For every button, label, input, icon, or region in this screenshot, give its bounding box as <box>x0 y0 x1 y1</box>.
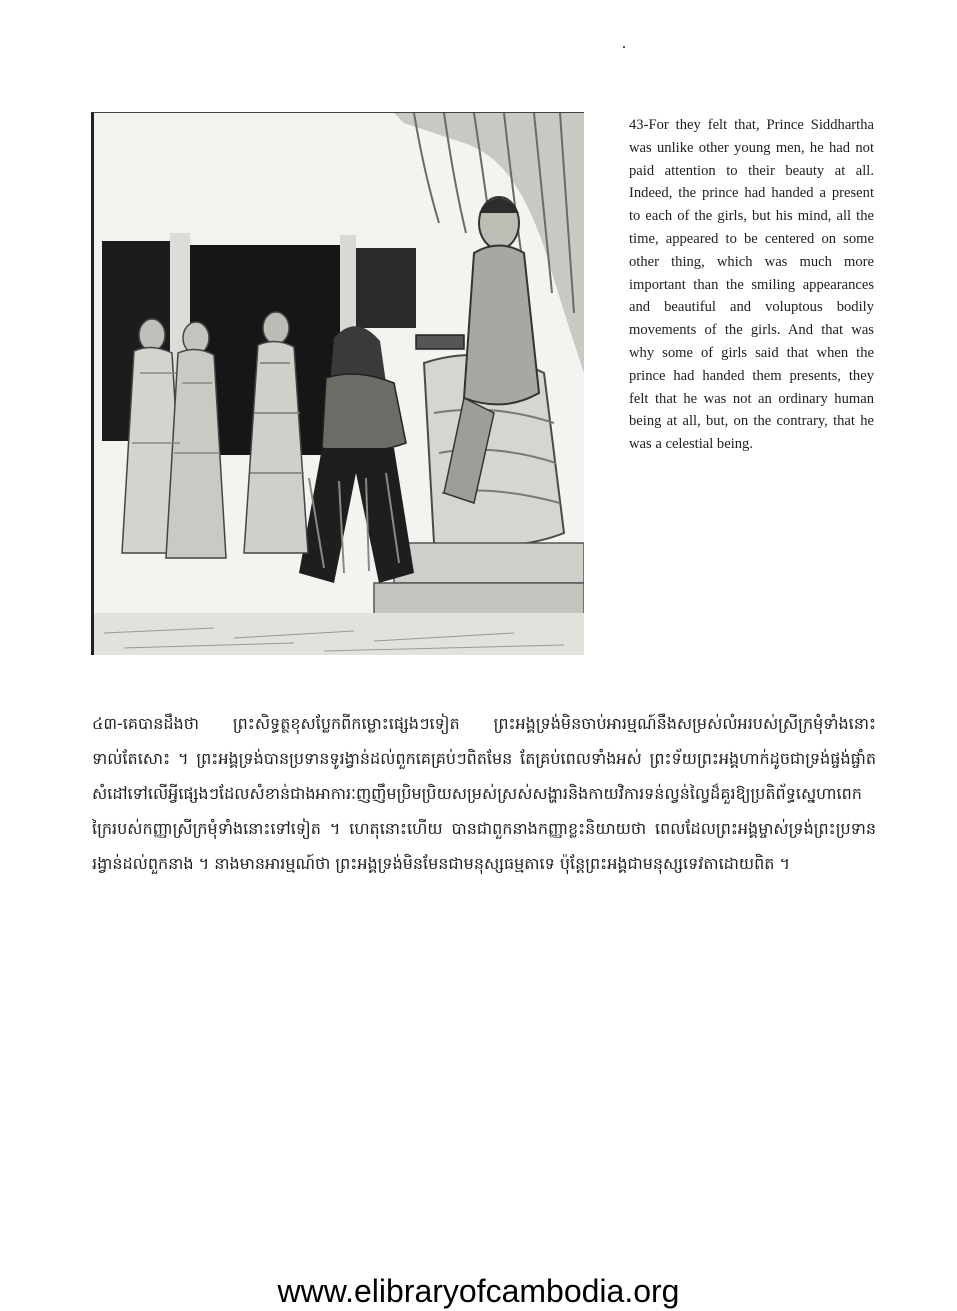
scan-speck <box>623 46 625 48</box>
khmer-caption: ៤៣-គេបានដឹងថា ព្រះសិទ្ធត្ថខុសប្លែកពីកម្លោះផ្សេងៗទៀត ព្រះអង្គទ្រង់មិនចាប់អារម្មណ៍នឹងសម្រស់លំអរបស់ស្រីក្រមុំទាំងនោះទាល់តែសោះ ។ ព្រះអង្គទ្រង់បានប្រទានទូរង្វាន់ដល់ពួកគេគ្រប់ៗពិតមែន តែគ្រប់ពេលទាំងអស់ ព្រះទ័យព្រះអង្គហាក់ដូចជាទ្រង់ផ្ចង់ផ្ចាំតសំដៅទៅលើអ្វីផ្សេងៗដែលសំខាន់ជាងអាការៈញញឹមប្រិមប្រិយសម្រស់ស្រស់សង្ហារនិងកាយវិការទន់ល្វន់ល្វៃដ៏គួរឱ្យប្រតិព័ទ្ធស្នេហាពេកក្រៃរបស់កញ្ញាស្រីក្រមុំទាំងនោះទៅទៀត ។ ហេតុនោះហើយ បានជាពួកនាងកញ្ញាខ្លះនិយាយថា ពេលដែលព្រះអង្គម្ចាស់ទ្រង់ព្រះប្រទានរង្វាន់ដល់ពួកនាង ។ នាងមានអារម្មណ៍ថា ព្រះអង្គទ្រង់មិនមែនជាមនុស្សធម្មតាទេ ប៉ុន្តែព្រះអង្គជាមនុស្សទេវតាដោយពិត ។ <box>92 714 876 873</box>
english-caption: 43-For they felt that, Prince Siddhartha was unlike other young men, he had not paid attention to their beauty at all. Indeed, the prince had handed a present to each of the girls, but his mind, all the time, appeared to be centered on some other thing, which was much more important than the smiling appearances and beautiful and voluptous bodily movements of the girls. And that was why some of girls said that when the prince had handed them presents, they felt that he was not an ordinary human being at all, but, on the contrary, that he was a celestial being. <box>629 117 874 453</box>
illustration-prince-giving-presents <box>91 112 584 655</box>
footer-url[interactable]: www.elibraryofcambodia.org <box>277 1273 680 1309</box>
engraving-illustration <box>94 113 584 655</box>
